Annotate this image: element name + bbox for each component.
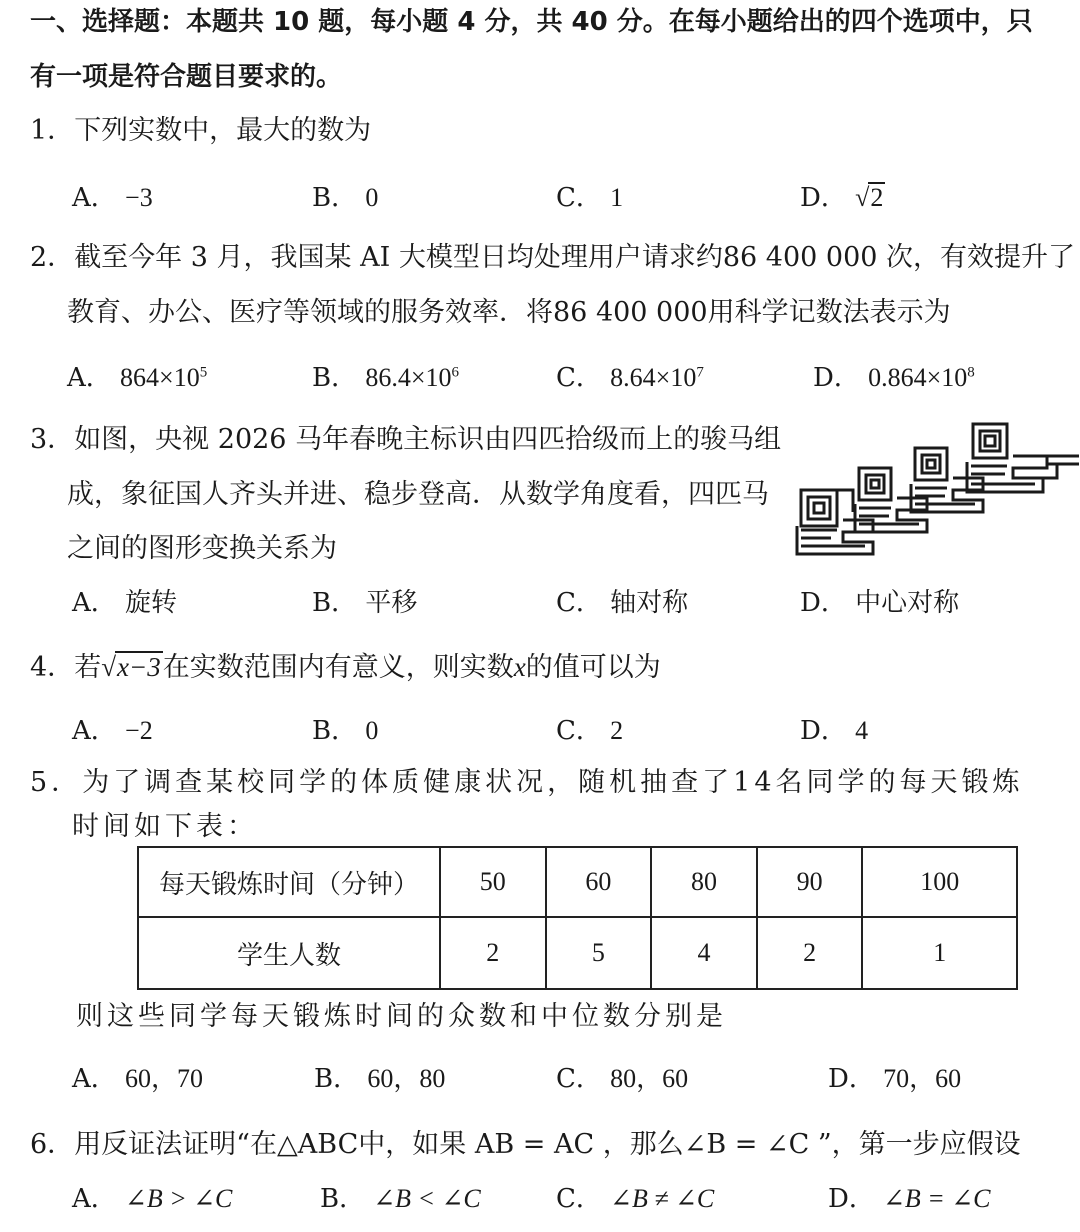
- question-3: [30, 423, 781, 457]
- option-label: C．: [556, 1184, 602, 1214]
- option-text: ∠B > ∠C: [125, 1184, 233, 1213]
- option-text: 2: [610, 716, 624, 745]
- sqrt-sign: √: [101, 652, 117, 682]
- option-5b[interactable]: [314, 1062, 445, 1096]
- option-5c[interactable]: [556, 1062, 688, 1096]
- option-4c[interactable]: [556, 714, 623, 748]
- question-stem: 用反证法证明“在△ABC中，如果 AB = AC ，那么∠B = ∠C ”，第一步应假设: [74, 1129, 1021, 1160]
- option-label: A．: [72, 183, 117, 213]
- question-stem: 为了调查某校同学的体质健康状况，随机抽查了14名同学的每天锻炼: [82, 767, 1024, 798]
- option-label: D．: [828, 1184, 875, 1214]
- option-base: 8.64×10: [610, 363, 697, 392]
- option-text: 60，80: [367, 1064, 446, 1093]
- option-label: C．: [556, 183, 602, 213]
- option-label: B．: [312, 363, 358, 393]
- table-cell: 80: [651, 847, 757, 917]
- option-text: 0: [365, 716, 379, 745]
- horse-logo-figure: [795, 420, 1080, 562]
- question-number: 4．: [30, 652, 75, 683]
- option-3c[interactable]: [556, 586, 688, 620]
- option-text: 中心对称: [855, 588, 960, 618]
- option-text: −3: [125, 183, 153, 212]
- table-cell: 1: [862, 917, 1017, 989]
- option-text: −2: [125, 716, 153, 745]
- question-number: 6．: [30, 1129, 75, 1160]
- question-number: 2．: [30, 242, 75, 273]
- question-3-line3: 之间的图形变换关系为: [67, 533, 337, 564]
- option-3b[interactable]: [312, 586, 417, 620]
- option-text: 平移: [365, 588, 418, 618]
- option-2d[interactable]: [813, 361, 975, 395]
- option-label: A．: [67, 363, 112, 393]
- option-label: B．: [312, 183, 358, 213]
- question-6: [30, 1128, 1021, 1162]
- option-base: 864×10: [120, 363, 200, 392]
- question-stem: 如图，央视 2026 马年春晚主标识由四匹拾级而上的骏马组: [74, 424, 782, 455]
- option-label: D．: [813, 363, 860, 393]
- question-4: [30, 650, 661, 685]
- question-2-line2: 教育、办公、医疗等领域的服务效率．将86 400 000用科学记数法表示为: [67, 297, 951, 328]
- option-label: A．: [72, 588, 117, 618]
- question-stem-pre: 若: [74, 652, 102, 683]
- option-label: A．: [72, 1184, 117, 1214]
- option-3a[interactable]: [72, 586, 177, 620]
- option-3d[interactable]: [800, 586, 959, 620]
- question-3-line2: 成，象征国人齐头并进、稳步登高．从数学角度看，四匹马: [67, 479, 769, 510]
- option-exponent: 7: [696, 364, 704, 381]
- option-label: A．: [72, 1064, 117, 1094]
- question-stem-post: 在实数范围内有意义，则实数: [162, 652, 514, 683]
- option-label: B．: [312, 588, 358, 618]
- option-label: D．: [800, 716, 847, 746]
- option-text: ∠B ≠ ∠C: [610, 1184, 715, 1213]
- option-text: 旋转: [125, 588, 178, 618]
- option-text: 80，60: [610, 1064, 689, 1093]
- table-cell: 2: [440, 917, 546, 989]
- option-label: C．: [556, 363, 602, 393]
- option-text: 4: [855, 716, 869, 745]
- sqrt-sign: √: [855, 183, 870, 212]
- radicand: x−3: [117, 652, 161, 682]
- option-text: 0: [365, 183, 379, 212]
- option-label: B．: [320, 1184, 366, 1214]
- option-1c[interactable]: [556, 181, 623, 215]
- option-text: ∠B = ∠C: [883, 1184, 991, 1213]
- option-2a[interactable]: [67, 361, 207, 395]
- option-5d[interactable]: [828, 1062, 961, 1096]
- option-4b[interactable]: [312, 714, 378, 748]
- table-cell: 100: [862, 847, 1017, 917]
- table-row: [138, 917, 1017, 989]
- question-5-prompt: 则这些同学每天锻炼时间的众数和中位数分别是: [76, 1001, 727, 1032]
- option-text: 1: [610, 183, 624, 212]
- table-cell: 2: [757, 917, 863, 989]
- table-cell: 50: [440, 847, 546, 917]
- option-text: 60，70: [125, 1064, 204, 1093]
- option-text: 2: [870, 183, 884, 212]
- option-text: ∠B < ∠C: [373, 1184, 481, 1213]
- question-1: [30, 114, 371, 148]
- option-1d[interactable]: [800, 181, 885, 215]
- question-stem-end: 的值可以为: [525, 652, 661, 683]
- option-text: 轴对称: [610, 588, 689, 618]
- option-2c[interactable]: [556, 361, 704, 395]
- option-6b[interactable]: [320, 1182, 481, 1216]
- table-cell: 4: [651, 917, 757, 989]
- table-row: [138, 847, 1017, 917]
- section-header-line1: 一、选择题：本题共 10 题，每小题 4 分，共 40 分。在每小题给出的四个选项中，只: [30, 7, 1033, 37]
- question-5-line2: 时间如下表：: [72, 811, 258, 842]
- option-2b[interactable]: [312, 361, 459, 395]
- question-number: 3．: [30, 424, 75, 455]
- option-text: 70，60: [883, 1064, 962, 1093]
- option-6a[interactable]: [72, 1182, 232, 1216]
- option-6d[interactable]: [828, 1182, 990, 1216]
- option-label: D．: [800, 588, 847, 618]
- variable-x: x: [513, 652, 526, 682]
- option-exponent: 6: [451, 364, 460, 381]
- table-header-time: 每天锻炼时间（分钟）: [138, 847, 440, 917]
- option-base: 86.4×10: [365, 363, 452, 392]
- question-stem: 截至今年 3 月，我国某 AI 大模型日均处理用户请求约86 400 000 次，有效提升了: [74, 242, 1076, 273]
- option-4d[interactable]: [800, 714, 868, 748]
- question-2: [30, 241, 1075, 275]
- option-exponent: 5: [199, 364, 208, 381]
- option-label: C．: [556, 1064, 602, 1094]
- option-label: B．: [312, 716, 358, 746]
- question-number: 5．: [30, 767, 83, 798]
- option-1a[interactable]: [72, 181, 153, 215]
- option-1b[interactable]: [312, 181, 378, 215]
- table-cell: 5: [546, 917, 652, 989]
- table-cell: 90: [757, 847, 863, 917]
- question-5: [30, 766, 1024, 800]
- option-label: C．: [556, 716, 602, 746]
- option-label: D．: [828, 1064, 875, 1094]
- question-stem: 下列实数中，最大的数为: [74, 115, 372, 146]
- exercise-time-table: [137, 846, 1018, 990]
- option-label: C．: [556, 588, 602, 618]
- option-label: D．: [800, 183, 847, 213]
- option-5a[interactable]: [72, 1062, 203, 1096]
- option-6c[interactable]: [556, 1182, 714, 1216]
- question-number: 1．: [30, 115, 75, 146]
- option-base: 0.864×10: [868, 363, 968, 392]
- option-exponent: 8: [967, 364, 975, 381]
- option-label: A．: [72, 716, 117, 746]
- option-4a[interactable]: [72, 714, 153, 748]
- table-cell: 60: [546, 847, 652, 917]
- option-label: B．: [314, 1064, 360, 1094]
- section-header-line2: 有一项是符合题目要求的。: [30, 62, 343, 92]
- table-header-students: 学生人数: [138, 917, 440, 989]
